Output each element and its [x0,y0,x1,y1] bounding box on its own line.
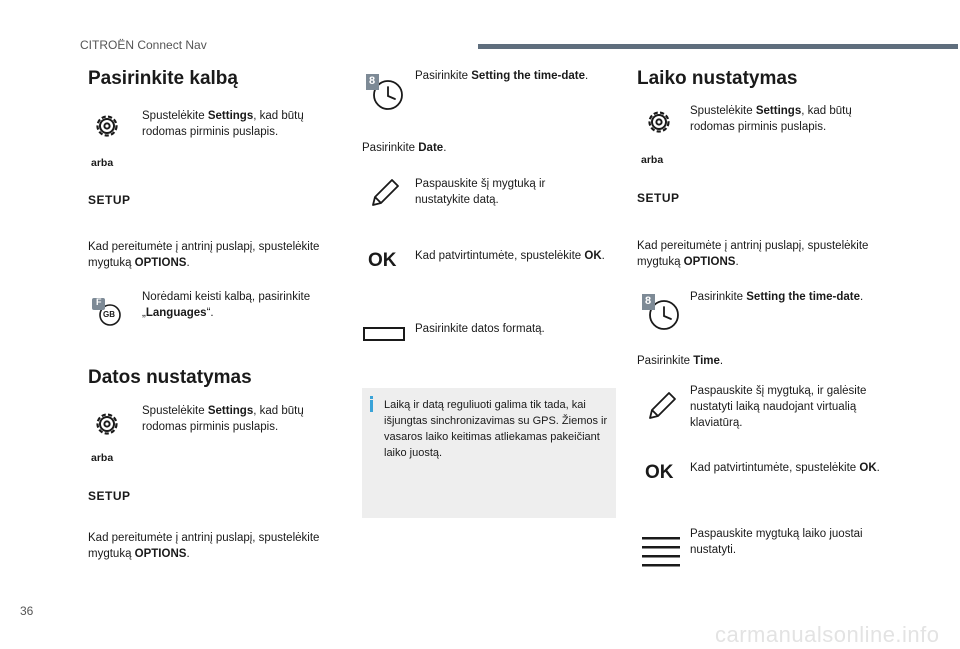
heading-time: Laiko nustatymas [637,68,798,89]
or-label: arba [91,452,114,464]
setup-button-label: SETUP [637,191,680,205]
clock-icon [642,294,682,332]
confirm-instruction: Kad patvirtintumėte, spustelėkite OK. [415,250,605,262]
options-instruction: Kad pereitumėte į antrinį puslapį, spustelėkite mygtuką OPTIONS. [637,240,869,268]
ok-button-label: OK [645,462,674,483]
header-bar [478,44,958,49]
watermark: carmanualsonline.info [715,622,940,647]
date-format-instruction: Pasirinkite datos formatą. [415,323,545,335]
language-instruction: Norėdami keisti kalbą, pasirinkite „Languages“. [142,291,311,319]
or-label: arba [91,157,114,169]
info-icon-dot [370,396,373,399]
or-label: arba [641,154,664,166]
setup-button-label: SETUP [88,489,131,503]
time-zone-instruction: Paspauskite mygtuką laiko juostai nustatyti. [690,528,863,556]
setup-button-label: SETUP [88,193,131,207]
press-time-instruction: Paspauskite šį mygtuką, ir galėsite nustatyti laiką naudojant virtualią klaviatūrą. [690,385,867,429]
settings-instruction: Spustelėkite Settings, kad būtų rodomas pirminis puslapis. [690,105,852,133]
date-format-icon [363,326,405,344]
select-date-instruction: Pasirinkite Date. [362,142,447,154]
settings-instruction: Spustelėkite Settings, kad būtų rodomas pirminis puslapis. [142,405,304,433]
flag-letter-gb: GB [103,310,115,319]
language-flag-icon [91,297,123,327]
options-instruction: Kad pereitumėte į antrinį puslapį, spustelėkite mygtuką OPTIONS. [88,241,320,269]
select-time-date-instruction: Pasirinkite Setting the time-date. [415,70,589,82]
heading-language: Pasirinkite kalbą [88,68,238,89]
flag-letter-f: F [96,297,102,307]
confirm-instruction: Kad patvirtintumėte, spustelėkite OK. [690,462,880,474]
heading-date: Datos nustatymas [88,367,252,388]
gear-icon [93,410,121,438]
gear-icon [645,108,673,136]
document-header-title: CITROËN Connect Nav [80,38,207,52]
page-number: 36 [20,604,34,618]
options-instruction: Kad pereitumėte į antrinį puslapį, spustelėkite mygtuką OPTIONS. [88,532,320,560]
select-time-instruction: Pasirinkite Time. [637,355,724,367]
pencil-icon [645,389,679,423]
settings-instruction: Spustelėkite Settings, kad būtų rodomas pirminis puslapis. [142,110,304,138]
time-zone-menu-icon [641,535,681,567]
info-note-text: Laiką ir datą reguliuoti galima tik tada, kai išjungtas sinchronizavimas su GPS. Žiemos ir vasaros laiko keitimas atliekamas pakeičiant laiko juostą. [384,399,608,459]
clock-icon [366,74,406,112]
press-date-instruction: Paspauskite šį mygtuką ir nustatykite datą. [415,178,546,206]
clock-number: 8 [369,75,376,87]
ok-button-label: OK [368,250,397,271]
select-time-date-instruction: Pasirinkite Setting the time-date. [690,291,864,303]
gear-icon [93,112,121,140]
pencil-icon [368,176,402,210]
clock-number: 8 [645,295,652,307]
info-icon [370,400,373,412]
